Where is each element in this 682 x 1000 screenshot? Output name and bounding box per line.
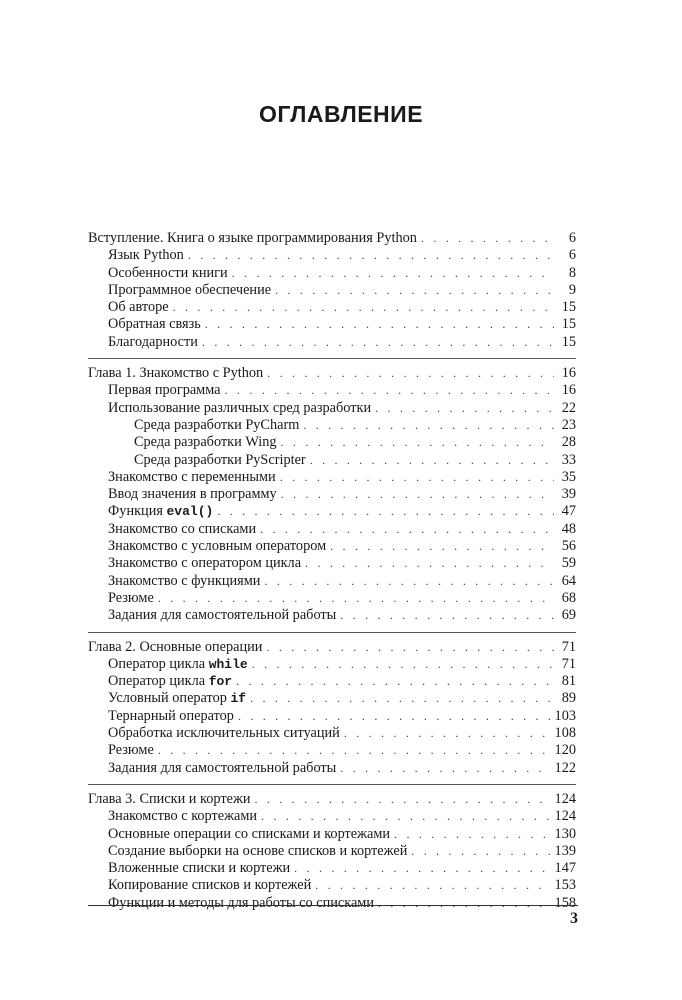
toc-entry-label <box>108 282 271 299</box>
toc-entry-page: 39 <box>561 486 576 503</box>
dot-leader <box>280 469 554 486</box>
dot-leader <box>252 656 554 673</box>
toc-entry-label <box>108 299 169 316</box>
toc-entry-label <box>108 860 290 877</box>
toc-entry-page: 89 <box>561 690 576 707</box>
toc-entry-label <box>108 690 246 707</box>
toc-section <box>88 358 576 624</box>
toc-section <box>88 230 576 351</box>
toc-entry-label <box>108 843 407 860</box>
toc-chapter-entry[interactable] <box>88 365 576 382</box>
toc-entry-label <box>108 265 228 282</box>
toc-entry-text: Условный оператор <box>108 690 231 707</box>
toc-entry-label <box>108 708 234 725</box>
dot-leader <box>294 860 550 877</box>
toc-entry-label <box>88 791 250 808</box>
toc-entry[interactable] <box>88 247 576 264</box>
toc-entry-text: Тернарный оператор <box>108 707 234 724</box>
toc-entry-text: Вступление. Книга о языке программирования Python <box>88 230 417 246</box>
toc-entry-text: Оператор цикла <box>108 655 209 672</box>
toc-entry-label <box>88 230 417 247</box>
dot-leader <box>340 607 554 624</box>
toc-entry-label <box>108 503 213 520</box>
toc-entry-page: 130 <box>554 825 576 842</box>
toc-entry-label <box>108 590 154 607</box>
toc-entry[interactable] <box>88 860 576 877</box>
toc-entry-label <box>108 382 221 399</box>
toc-entry-page: 15 <box>561 333 576 350</box>
toc-entry-text: Язык Python <box>108 247 184 264</box>
toc-entry[interactable] <box>88 656 576 673</box>
toc-entry-text: Первая программа <box>108 382 221 399</box>
toc-entry-label <box>108 573 260 590</box>
toc-entry[interactable] <box>88 434 576 451</box>
dot-leader <box>275 282 554 299</box>
toc-entry[interactable] <box>88 469 576 486</box>
toc-entry-label <box>108 400 371 417</box>
toc-entry-page: 56 <box>561 538 576 555</box>
toc-entry-label <box>108 808 257 825</box>
dot-leader <box>236 673 554 690</box>
toc-entry-label <box>108 826 390 843</box>
toc-entry-page: 68 <box>561 589 576 606</box>
toc-entry[interactable] <box>88 573 576 590</box>
dot-leader <box>281 434 554 451</box>
toc-entry-page: 48 <box>561 520 576 537</box>
dot-leader <box>238 708 551 725</box>
toc-entry[interactable] <box>88 316 576 333</box>
dot-leader <box>260 521 554 538</box>
toc-entry-label <box>108 760 336 777</box>
toc-entry[interactable] <box>88 521 576 538</box>
toc-entry-text: Знакомство с оператором цикла <box>108 555 302 572</box>
toc-entry-label <box>108 725 340 742</box>
toc-entry-code: if <box>230 691 247 707</box>
dot-leader <box>225 382 554 399</box>
toc-entry[interactable] <box>88 555 576 572</box>
toc-entry-text: Функции и методы для работы со списками <box>108 894 374 911</box>
toc-entry-page: 71 <box>561 638 576 655</box>
toc-entry[interactable] <box>88 826 576 843</box>
toc-entry-label <box>108 247 184 264</box>
dot-leader <box>375 400 554 417</box>
toc-entry-label <box>108 486 277 503</box>
toc-entry-page: 153 <box>554 877 576 894</box>
toc-entry-page: 15 <box>561 299 576 316</box>
dot-leader <box>303 417 554 434</box>
toc-entry-page: 103 <box>554 707 576 724</box>
toc-entry-label <box>108 555 301 572</box>
toc-entry-page: 69 <box>561 607 576 624</box>
toc-entry-page: 16 <box>561 382 576 399</box>
dot-leader <box>250 690 554 707</box>
toc-entry-page: 108 <box>554 725 576 742</box>
dot-leader <box>340 760 550 777</box>
dot-leader <box>254 791 550 808</box>
dot-leader <box>202 334 554 351</box>
dot-leader <box>378 895 551 912</box>
dot-leader <box>173 299 554 316</box>
toc-entry[interactable] <box>88 334 576 351</box>
toc-entry[interactable] <box>88 265 576 282</box>
toc-entry-text: Задания для самостоятельной работы <box>108 759 337 776</box>
toc-entry-page: 139 <box>554 842 576 859</box>
toc-entry-page: 28 <box>561 434 576 451</box>
toc-entry-text: Копирование списков и кортежей <box>108 877 312 894</box>
dot-leader <box>344 725 551 742</box>
dot-leader <box>421 230 554 247</box>
toc-entry-text: Основные операции со списками и кортежами <box>108 825 391 842</box>
toc-entry-text: Глава 1. Знакомство с Python <box>88 365 264 382</box>
toc-entry-page: 147 <box>554 860 576 877</box>
toc-entry-label <box>108 607 336 624</box>
toc-entry-label <box>134 434 277 451</box>
toc-entry[interactable] <box>88 417 576 434</box>
toc-entry-text: Знакомство с переменными <box>108 468 276 485</box>
dot-leader <box>315 877 550 894</box>
toc-entry-label <box>88 639 262 656</box>
toc-entry-label <box>134 417 299 434</box>
toc-entry-page: 59 <box>561 555 576 572</box>
toc-entry-label <box>108 656 248 673</box>
toc-entry[interactable] <box>88 843 576 860</box>
page-number: 3 <box>570 910 578 927</box>
toc-entry-text: Среда разработки PyScripter <box>134 451 306 468</box>
toc-entry-page: 158 <box>554 894 576 911</box>
toc-entry-page: 122 <box>554 759 576 776</box>
toc-entry[interactable] <box>88 503 576 520</box>
toc-entry-label <box>134 452 306 469</box>
toc-entry-text: Программное обеспечение <box>108 281 272 298</box>
dot-leader <box>217 503 554 520</box>
toc-entry-page: 23 <box>561 416 576 433</box>
toc-entry-page: 6 <box>568 247 576 264</box>
toc-entry[interactable] <box>88 538 576 555</box>
dot-leader <box>266 639 554 656</box>
toc-entry[interactable] <box>88 607 576 624</box>
toc-entry[interactable] <box>88 673 576 690</box>
dot-leader <box>188 247 554 264</box>
footer-divider <box>88 905 578 906</box>
toc-entry-text: Вложенные списки и кортежи <box>108 860 291 877</box>
toc-entry-label <box>108 316 201 333</box>
toc-entry-label <box>108 538 326 555</box>
dot-leader <box>330 538 554 555</box>
toc-entry[interactable] <box>88 760 576 777</box>
dot-leader <box>232 265 554 282</box>
toc-entry-text: Использование различных сред разработки <box>108 399 372 416</box>
toc-entry[interactable] <box>88 299 576 316</box>
dot-leader <box>310 452 554 469</box>
toc-chapter-entry[interactable] <box>88 639 576 656</box>
toc-entry[interactable] <box>88 282 576 299</box>
toc-entry-page: 35 <box>561 468 576 485</box>
toc-entry[interactable] <box>88 708 576 725</box>
toc-entry-label <box>108 469 276 486</box>
toc-entry-label <box>108 877 311 894</box>
toc-entry-code: for <box>208 674 233 690</box>
toc-entry-text: Резюме <box>108 742 154 759</box>
toc-entry-page: 16 <box>561 365 576 382</box>
toc-entry-label <box>108 742 154 759</box>
toc-entry-text: Резюме <box>108 589 154 606</box>
toc-entry-text: Оператор цикла <box>108 673 209 690</box>
toc-entry[interactable] <box>88 452 576 469</box>
toc-entry-text: Благодарности <box>108 333 198 350</box>
toc-entry-text: Знакомство с условным оператором <box>108 538 327 555</box>
toc-entry-page: 47 <box>561 503 576 520</box>
toc-entry-page: 33 <box>561 451 576 468</box>
toc-entry-label <box>108 673 232 690</box>
toc-entry-text: Глава 2. Основные операции <box>88 638 263 655</box>
toc-entry-label <box>108 895 374 912</box>
toc-entry[interactable] <box>88 690 576 707</box>
dot-leader <box>158 742 551 759</box>
page-title: ОГЛАВЛЕНИЕ <box>258 101 424 127</box>
toc-entry[interactable] <box>88 742 576 759</box>
toc-entry-text: Обработка исключительных ситуаций <box>108 725 340 742</box>
toc-entry-page: 124 <box>554 808 576 825</box>
toc-entry-page: 6 <box>568 230 576 246</box>
toc-chapter-entry[interactable] <box>88 230 576 247</box>
table-of-contents <box>88 230 576 912</box>
dot-leader <box>394 826 551 843</box>
toc-entry-code: while <box>208 656 248 672</box>
toc-entry-page: 8 <box>568 264 576 281</box>
toc-entry-text: Среда разработки Wing <box>134 434 277 451</box>
toc-entry-page: 71 <box>561 655 576 672</box>
toc-entry[interactable] <box>88 590 576 607</box>
dot-leader <box>205 316 554 333</box>
toc-entry-text: Глава 3. Списки и кортежи <box>88 790 251 807</box>
dot-leader <box>261 808 551 825</box>
toc-entry-text: Ввод значения в программу <box>108 486 277 503</box>
toc-entry[interactable] <box>88 808 576 825</box>
toc-entry-text: Знакомство с функциями <box>108 572 261 589</box>
toc-entry-text: Функция <box>108 503 167 520</box>
toc-entry-text: Особенности книги <box>108 264 228 281</box>
toc-entry-page: 15 <box>561 316 576 333</box>
toc-entry[interactable] <box>88 382 576 399</box>
toc-entry-label <box>88 365 263 382</box>
dot-leader <box>264 573 554 590</box>
toc-entry-text: Обратная связь <box>108 316 201 333</box>
toc-entry[interactable] <box>88 400 576 417</box>
toc-entry-page: 124 <box>554 790 576 807</box>
toc-entry[interactable] <box>88 486 576 503</box>
dot-leader <box>305 555 554 572</box>
toc-entry-page: 120 <box>554 742 576 759</box>
toc-entry[interactable] <box>88 895 576 912</box>
toc-entry[interactable] <box>88 725 576 742</box>
toc-chapter-entry[interactable] <box>88 791 576 808</box>
toc-entry-text: Среда разработки PyCharm <box>134 416 300 433</box>
toc-entry-text: Об авторе <box>108 299 169 316</box>
dot-leader <box>158 590 554 607</box>
dot-leader <box>267 365 554 382</box>
toc-section <box>88 784 576 912</box>
toc-entry-page: 81 <box>561 673 576 690</box>
toc-entry-page: 64 <box>561 572 576 589</box>
dot-leader <box>281 486 554 503</box>
toc-entry-text: Знакомство со списками <box>108 520 257 537</box>
toc-entry-label <box>108 521 256 538</box>
toc-entry-text: Задания для самостоятельной работы <box>108 607 337 624</box>
toc-entry-label <box>108 334 198 351</box>
toc-entry-page: 22 <box>561 399 576 416</box>
dot-leader <box>411 843 550 860</box>
toc-entry-page: 9 <box>568 281 576 298</box>
toc-entry-text: Создание выборки на основе списков и кортежей <box>108 842 408 859</box>
toc-entry-text: Знакомство с кортежами <box>108 808 258 825</box>
toc-entry-code: eval() <box>166 504 214 520</box>
toc-section <box>88 632 576 777</box>
toc-entry[interactable] <box>88 877 576 894</box>
